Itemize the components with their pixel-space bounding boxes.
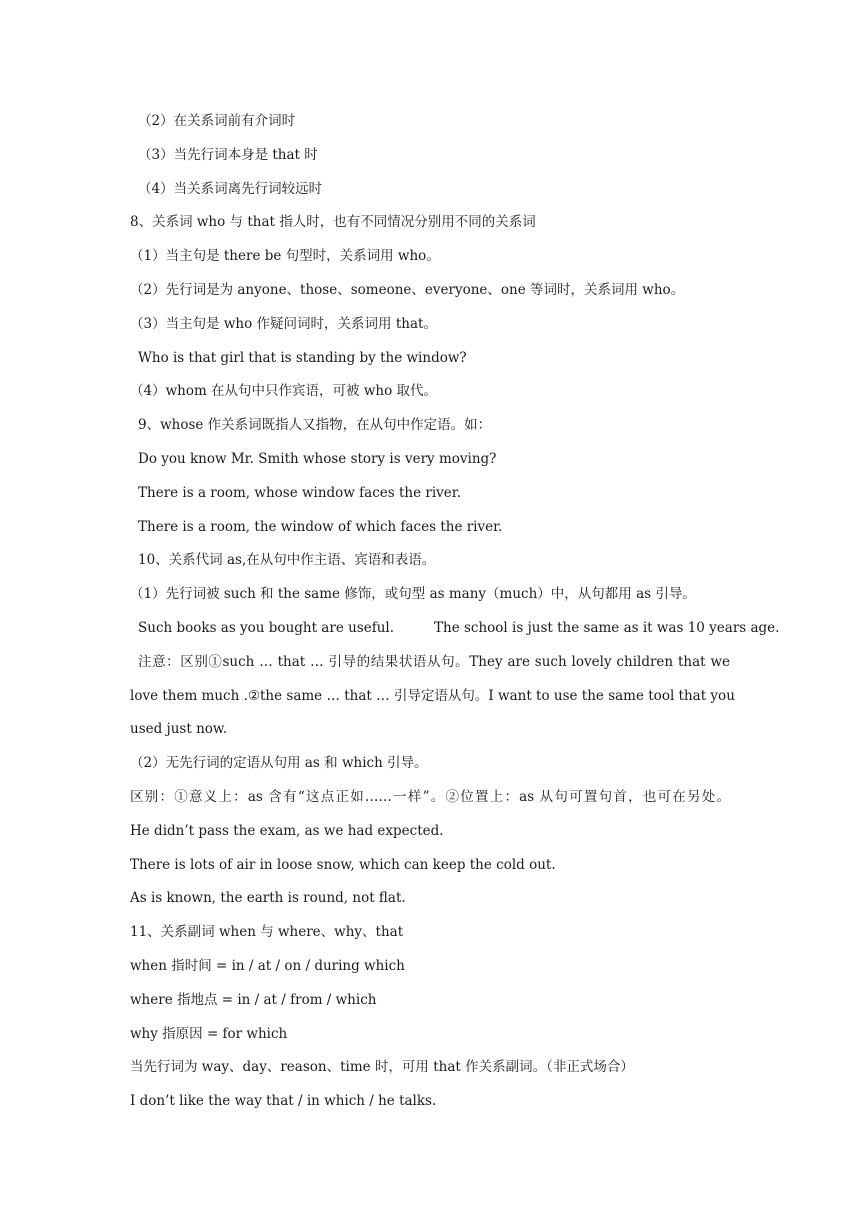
section-heading: 11、关系副词 when 与 where、why、that <box>130 924 404 940</box>
text-line: （3）当先行词本身是 that 时 <box>138 147 318 163</box>
text-line: （2）无先行词的定语从句用 as 和 which 引导。 <box>130 755 428 771</box>
section-heading: 10、关系代词 as,在从句中作主语、宾语和表语。 <box>138 552 436 568</box>
text-line: 当先行词为 way、day、reason、time 时，可用 that 作关系副词。（非正式场合） <box>130 1059 634 1075</box>
note-line: 注意：区别①such … that … 引导的结果状语从句。They are such lovely children that we <box>138 654 730 670</box>
example-sentence: I don’t like the way that / in which / he talks. <box>130 1093 437 1109</box>
text-line: （4）当关系词离先行词较远时 <box>138 181 323 197</box>
section-heading: 9、whose 作关系词既指人又指物，在从句中作定语。如： <box>138 417 492 433</box>
example-sentence: There is lots of air in loose snow, which can keep the cold out. <box>130 857 556 873</box>
example-sentence: As is known, the earth is round, not flat. <box>130 890 406 906</box>
text-line: （2）先行词是为 anyone、those、someone、everyone、one 等词时，关系词用 who。 <box>130 282 685 298</box>
text-line: where 指地点 = in / at / from / which <box>130 992 377 1008</box>
note-line: 区别：①意义上：as 含有“这点正如……一样”。②位置上：as 从句可置句首，也可在另处。 <box>130 789 730 805</box>
example-sentence: Do you know Mr. Smith whose story is very moving? <box>138 451 497 467</box>
text-line: when 指时间 = in / at / on / during which <box>130 958 405 974</box>
example-sentence: There is a room, whose window faces the river. <box>138 485 462 501</box>
text-line: （1）先行词被 such 和 the same 修饰，或句型 as many（much）中，从句都用 as 引导。 <box>130 586 696 602</box>
example-sentence: He didn’t pass the exam, as we had expected. <box>130 823 444 839</box>
example-sentence: Who is that girl that is standing by the window? <box>138 350 467 366</box>
example-sentence: Such books as you bought are useful. <box>138 620 395 636</box>
example-sentence: There is a room, the window of which faces the river. <box>138 519 503 535</box>
text-line: （1）当主句是 there be 句型时，关系词用 who。 <box>130 248 440 264</box>
text-line: （3）当主句是 who 作疑问词时，关系词用 that。 <box>130 316 437 332</box>
section-heading: 8、关系词 who 与 that 指人时，也有不同情况分别用不同的关系词 <box>130 214 536 230</box>
example-sentence-pair <box>138 618 779 638</box>
note-line: love them much .②the same … that … 引导定语从句。I want to use the same tool that you <box>130 688 735 704</box>
text-line: used just now. <box>130 721 228 737</box>
text-line: why 指原因 = for which <box>130 1026 288 1042</box>
text-line: （4）whom 在从句中只作宾语，可被 who 取代。 <box>130 383 438 399</box>
text-line: （2）在关系词前有介词时 <box>138 113 296 129</box>
example-sentence: The school is just the same as it was 10 years age. <box>434 620 780 636</box>
